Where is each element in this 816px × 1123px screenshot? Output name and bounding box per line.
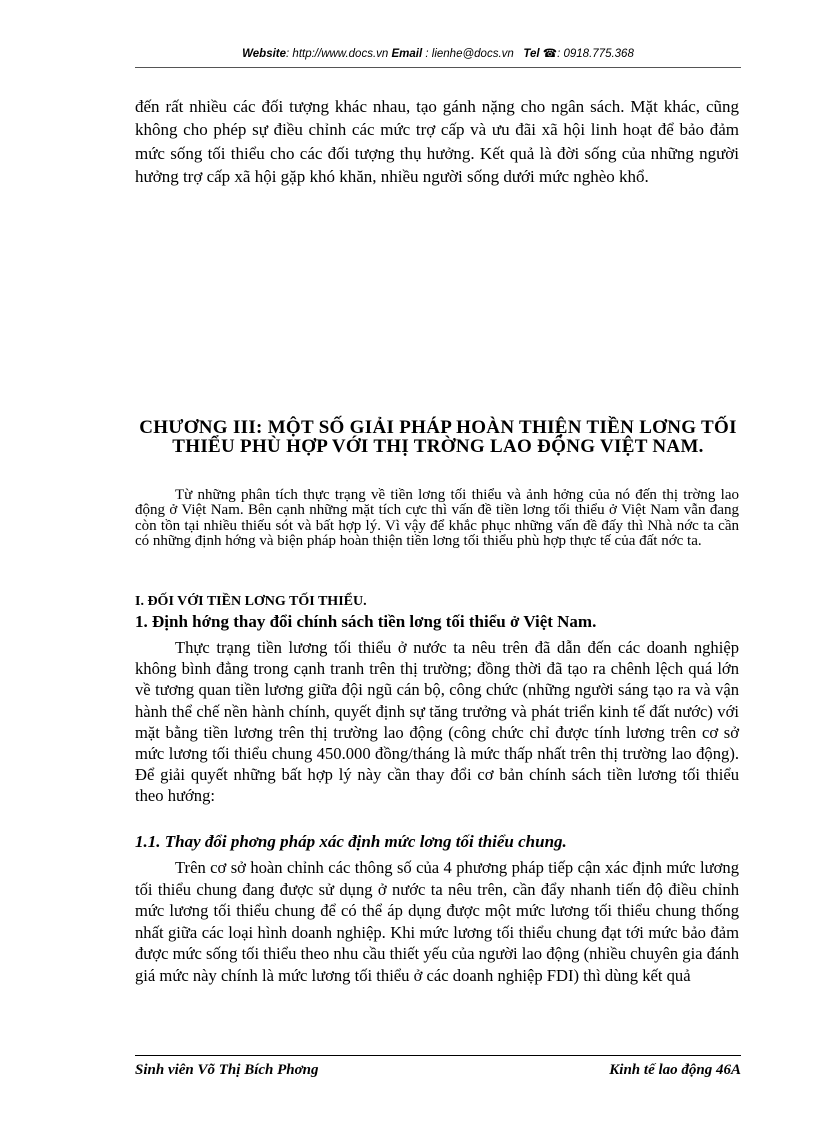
body-paragraph-1: Thực trạng tiền lương tối thiểu ở nước ta nêu trên đã dẫn đến các doanh nghiệp không bình đẳng trong cạnh tranh trên thị trường; đồng thời đã tạo ra chênh lệch quá lớn về tương quan tiền lương giữa đội ngũ cán bộ, công chức (những người sáng tạo ra và vận hành thể chế nền hành chính, quyết định sự tăng trưởng và phát triển kinh tế đất nước) với mặt bằng tiền lương trên thị trường lao động (công chức chỉ được tính lương trên cơ sở mức lương tối thiểu chung 450.000 đồng/tháng là mức thấp nhất trên thị trường lao động). Để giải quyết những bất hợp lý này cần thay đổi cơ bản chính sách tiền lương tối thiểu theo hướng: [135,638,739,806]
subsection-heading: 1. Định hớng thay đổi chính sách tiền lơng tối thiểu ở Việt Nam. [135,612,597,631]
page-header [135,46,741,60]
website-value: : http://www.docs.vn [286,48,389,60]
email-label: Email [391,48,423,60]
website-label: Website [242,48,287,60]
section-heading: I. ĐỐI VỚI TIỀN LƠNG TỐI THIỂU. [135,594,367,609]
footer-divider [135,1055,741,1056]
footer-author: Sinh viên Võ Thị Bích Phơng [135,1062,319,1078]
intro-paragraph: Từ những phân tích thực trạng về tiền lơng tối thiểu và ảnh hởng của nó đến thị trờng lao động ở Việt Nam. Bên cạnh những mặt tích cực thì vấn đề tiền lơng tối thiểu ở Việt Nam vẫn đang còn tồn tại nhiều thiếu sót và bất hợp lý. Vì vậy để khắc phục những vấn đề đấy thì Nhà nớc ta cần có những định hớng và biện pháp hoàn thiện tiền lơng tối thiểu phù hợp thực tế của đất nớc ta. [135,487,739,550]
phone-icon: ☎ [542,48,558,60]
subsubsection-heading: 1.1. Thay đổi phơng pháp xác định mức lơng tối thiểu chung. [135,832,567,851]
email-value: : lienhe@docs.vn [425,48,514,60]
chapter-title: CHƯƠNG III: MỘT SỐ GIẢI PHÁP HOÀN THIỆN TIỀN LƠNG TỐI THIỂU PHÙ HỢP VỚI THỊ TRỜNG LAO ĐỘNG VIỆT NAM. [139,417,737,457]
tel-label: Tel [523,48,540,60]
body-paragraph-2: Trên cơ sở hoàn chỉnh các thông số của 4 phương pháp tiếp cận xác định mức lương tối thiểu chung đang được sử dụng ở nước ta nêu trên, cần đẩy nhanh tiến độ điều chỉnh mức lương tối thiểu chung để có thể áp dụng được một mức lương tối thiểu chung thống nhất giữa các loại hình doanh nghiệp. Khi mức lương tối thiểu chung đạt tới mức bảo đảm được mức sống tối thiểu theo nhu cầu thiết yếu của người lao động (nhiều chuyên gia đánh giá mức này chính là mức lương tối thiểu ở các doanh nghiệp FDI) thì dùng kết quả [135,858,739,985]
top-paragraph: đến rất nhiều các đối tượng khác nhau, tạo gánh nặng cho ngân sách. Mặt khác, cũng không cho phép sự điều chỉnh các mức trợ cấp và ưu đãi xã hội linh hoạt để bảo đảm mức sống tối thiểu cho các đối tượng thụ hưởng. Kết quả là đời sống của những người hưởng trợ cấp xã hội gặp khó khăn, nhiều người sống dưới mức nghèo khổ. [135,97,739,186]
tel-value: : 0918.775.368 [557,48,634,60]
header-divider [135,67,741,68]
footer-class: Kinh tế lao động 46A [609,1062,741,1078]
